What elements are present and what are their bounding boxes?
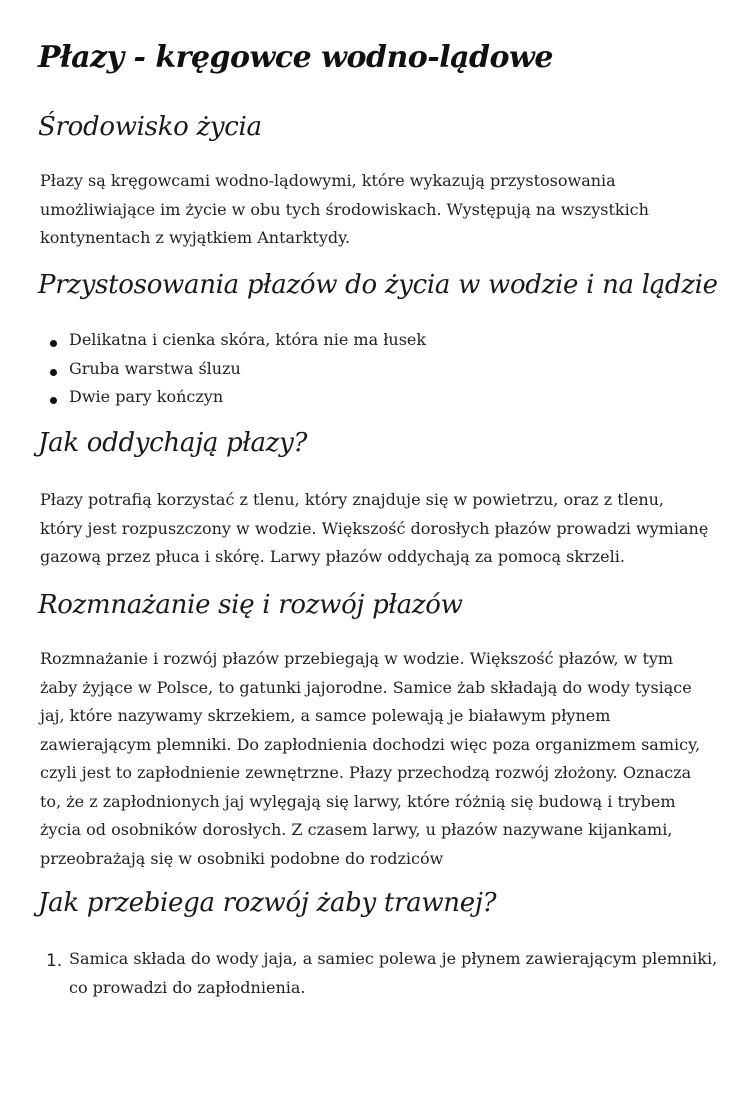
heading-adaptations: Przystosowania płazów do życia w wodzie i na lądzie <box>38 270 718 300</box>
heading-breathing: Jak oddychają płazy? <box>38 428 308 458</box>
heading-habitat: Środowisko życia <box>38 112 262 142</box>
list-item-text: Delikatna i cienka skóra, która nie ma łusek <box>69 330 427 349</box>
bullet-icon <box>50 369 57 376</box>
list-item <box>40 355 426 384</box>
list-item-text: Dwie pary kończyn <box>69 387 224 406</box>
development-steps <box>40 945 720 1002</box>
heading-development: Jak przebiega rozwój żaby trawnej? <box>38 888 497 918</box>
list-item <box>40 326 426 355</box>
step-number: 1. <box>46 951 63 971</box>
bullet-icon <box>50 397 57 404</box>
adaptations-list <box>40 326 426 412</box>
paragraph-reproduction: Rozmnażanie i rozwój płazów przebiegają w wodzie. Większość płazów, w tym żaby żyjące w Polsce, to gatunki jajorodne. Samice żab składają do wody tysiące jaj, które nazywamy skrzekiem, a samce polewają je białawym płynem zawierającym plemniki. Do zapłodnienia dochodzi więc poza organizmem samicy, czyli jest to zapłodnienie zewnętrzne. Płazy przechodzą rozwój złożony. Oznacza to, że z zapłodnionych jaj wylęgają się larwy, które różnią się budową i trybem życia od osobników dorosłych. Z czasem larwy, u płazów nazywane kijankami, przeobrażają się w osobniki podobne do rodziców <box>40 649 701 868</box>
list-item <box>40 945 720 1002</box>
paragraph-breathing: Płazy potrafią korzystać z tlenu, który znajduje się w powietrzu, oraz z tlenu, który jest rozpuszczony w wodzie. Większość dorosłych płazów prowadzi wymianę gazową przez płuca i skórę. Larwy płazów oddychają za pomocą skrzeli. <box>40 490 709 566</box>
list-item-text: Gruba warstwa śluzu <box>69 358 241 378</box>
bullet-icon <box>50 340 57 347</box>
page-title: Płazy - kręgowce wodno-lądowe <box>38 40 553 75</box>
list-item <box>40 383 426 412</box>
step-text: Samica składa do wody jaja, a samiec polewa je płynem zawierającym plemniki, co prowadzi do zapłodnienia. <box>69 949 718 997</box>
heading-reproduction: Rozmnażanie się i rozwój płazów <box>38 590 463 620</box>
paragraph-habitat: Płazy są kręgowcami wodno-lądowymi, które wykazują przystosowania umożliwiające im życie w obu tych środowiskach. Występują na wszystkich kontynentach z wyjątkiem Antarktydy. <box>40 171 649 247</box>
